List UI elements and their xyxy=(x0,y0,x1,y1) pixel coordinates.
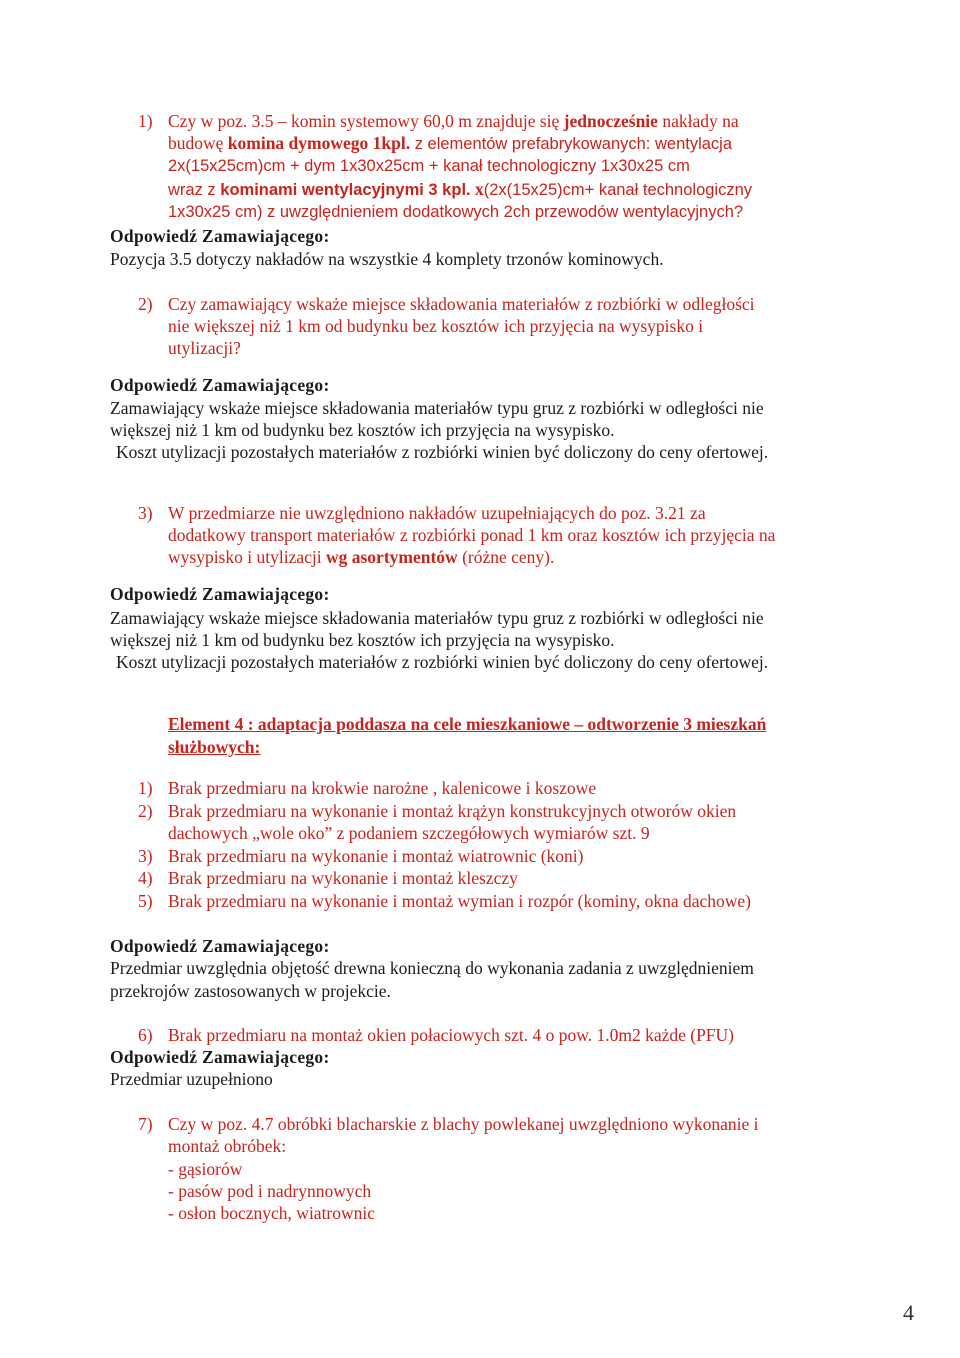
answer-label: Odpowiedź Zamawiającego: xyxy=(110,936,330,956)
answer-text: Koszt utylizacji pozostałych materiałów z rozbiórki winien być doliczony do ceny ofertowej. xyxy=(116,442,769,462)
list-item-number: 5) xyxy=(138,891,153,911)
question-line: dodatkowy transport materiałów z rozbiórki ponad 1 km oraz kosztów ich przyjęcia na xyxy=(168,525,776,545)
list-item: - osłon bocznych, wiatrownic xyxy=(168,1203,376,1223)
question-line: montaż obróbek: xyxy=(168,1136,287,1156)
section-heading: służbowych: xyxy=(168,737,261,757)
question-line: budowę komina dymowego 1kpl. z elementów prefabrykowanych: wentylacja xyxy=(168,133,733,153)
question-line: W przedmiarze nie uwzględniono nakładów uzupełniających do poz. 3.21 za xyxy=(168,503,706,523)
list-item: - pasów pod i nadrynnowych xyxy=(168,1181,372,1201)
list-item: Brak przedmiaru na wykonanie i montaż krążyn konstrukcyjnych otworów okien xyxy=(168,801,737,821)
question-line: Czy w poz. 3.5 – komin systemowy 60,0 m znajduje się jednocześnie nakłady na xyxy=(168,111,739,131)
question-line: Czy w poz. 4.7 obróbki blacharskie z blachy powlekanej uwzględniono wykonanie i xyxy=(168,1114,759,1134)
answer-label: Odpowiedź Zamawiającego: xyxy=(110,375,330,395)
question-line: wysypisko i utylizacji wg asortymentów (różne ceny). xyxy=(168,547,555,567)
list-item-number: 1) xyxy=(138,778,153,798)
question-line: wraz z kominami wentylacyjnymi 3 kpl. x(2x(15x25)cm+ kanał technologiczny xyxy=(168,179,753,199)
answer-text: Przedmiar uzupełniono xyxy=(110,1069,273,1089)
answer-text: Pozycja 3.5 dotyczy nakładów na wszystkie 4 komplety trzonów kominowych. xyxy=(110,249,664,269)
answer-text: większej niż 1 km od budynku bez kosztów ich przyjęcia na wysypisko. xyxy=(110,630,615,650)
question-line: Brak przedmiaru na montaż okien połaciowych szt. 4 o pow. 1.0m2 każde (PFU) xyxy=(168,1025,735,1045)
question-line: 2x(15x25cm)cm + dym 1x30x25cm + kanał technologiczny 1x30x25 cm xyxy=(168,157,690,175)
question-number: 2) xyxy=(138,294,153,314)
emphasis: kominami wentylacyjnymi 3 kpl. xyxy=(220,181,471,199)
question-number: 1) xyxy=(138,111,153,131)
answer-label: Odpowiedź Zamawiającego: xyxy=(110,584,330,604)
list-item: - gąsiorów xyxy=(168,1159,243,1179)
answer-text: Koszt utylizacji pozostałych materiałów z rozbiórki winien być doliczony do ceny ofertowej. xyxy=(116,652,769,672)
list-item-number: 3) xyxy=(138,846,153,866)
answer-text: Zamawiający wskaże miejsce składowania materiałów typu gruz z rozbiórki w odległości nie xyxy=(110,608,764,628)
answer-text: przekrojów zastosowanych w projekcie. xyxy=(110,981,391,1001)
list-item-number: 2) xyxy=(138,801,153,821)
question-line: utylizacji? xyxy=(168,338,241,358)
list-item: Brak przedmiaru na wykonanie i montaż kleszczy xyxy=(168,868,518,888)
emphasis: wg asortymentów xyxy=(325,547,458,567)
question-line: 1x30x25 cm) z uwzględnieniem dodatkowych 2ch przewodów wentylacyjnych? xyxy=(168,203,744,221)
answer-label: Odpowiedź Zamawiającego: xyxy=(110,226,330,246)
question-number: 7) xyxy=(138,1114,153,1134)
page-number: 4 xyxy=(903,1300,914,1325)
section-heading: Element 4 : adaptacja poddasza na cele mieszkaniowe – odtworzenie 3 mieszkań xyxy=(168,714,767,734)
question-line: Czy zamawiający wskaże miejsce składowania materiałów z rozbiórki w odległości xyxy=(168,294,755,314)
emphasis: jednocześnie xyxy=(563,111,658,131)
answer-label: Odpowiedź Zamawiającego: xyxy=(110,1047,330,1067)
list-item: Brak przedmiaru na wykonanie i montaż wiatrownic (koni) xyxy=(168,846,584,866)
answer-text: Zamawiający wskaże miejsce składowania materiałów typu gruz z rozbiórki w odległości nie xyxy=(110,398,764,418)
answer-text: Przedmiar uwzględnia objętość drewna konieczną do wykonania zadania z uwzględnieniem xyxy=(110,958,754,978)
list-item-number: 4) xyxy=(138,868,153,888)
list-item: Brak przedmiaru na wykonanie i montaż wymian i rozpór (kominy, okna dachowe) xyxy=(168,891,751,911)
question-number: 6) xyxy=(138,1025,153,1045)
question-line: nie większej niż 1 km od budynku bez kosztów ich przyjęcia na wysypisko i xyxy=(168,316,704,336)
emphasis: komina dymowego 1kpl. xyxy=(227,133,411,153)
list-item: dachowych „wole oko” z podaniem szczegółowych wymiarów szt. 9 xyxy=(168,823,650,843)
answer-text: większej niż 1 km od budynku bez kosztów ich przyjęcia na wysypisko. xyxy=(110,420,615,440)
question-number: 3) xyxy=(138,503,153,523)
list-item: Brak przedmiaru na krokwie narożne , kalenicowe i koszowe xyxy=(168,778,597,798)
